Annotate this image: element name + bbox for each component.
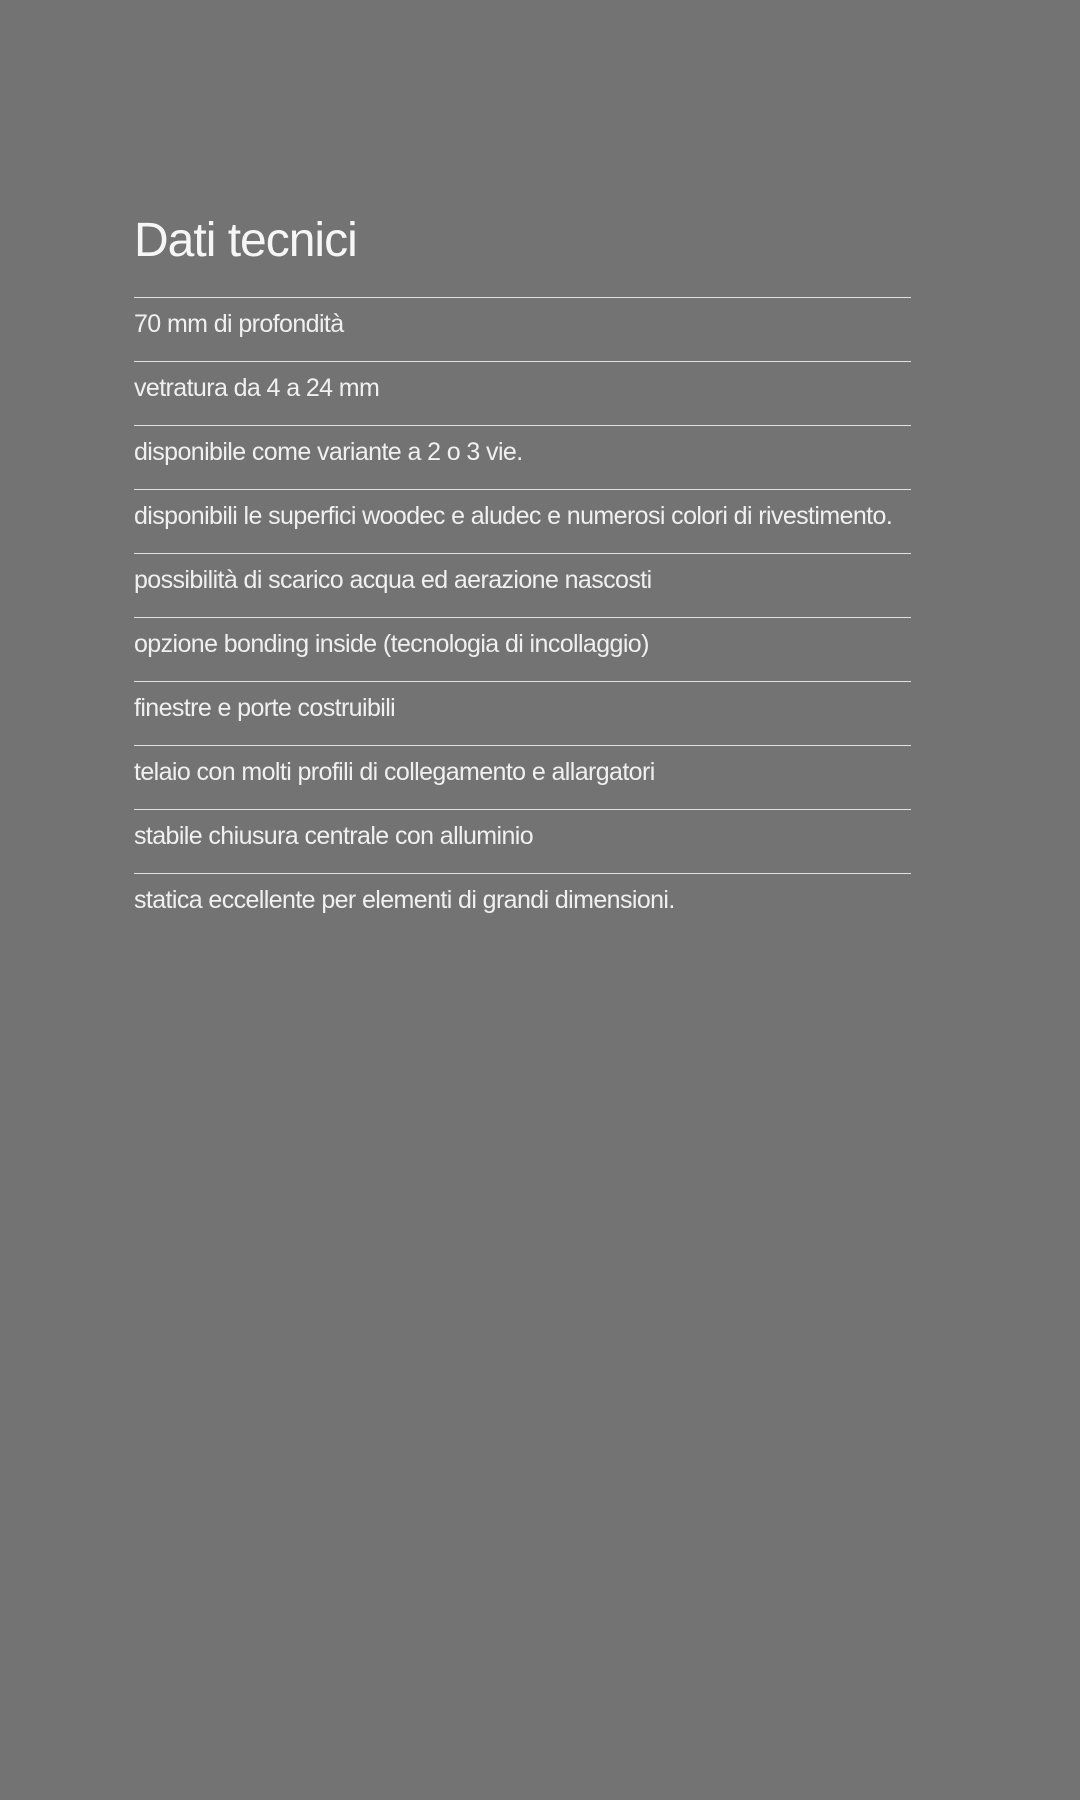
section-title: Dati tecnici xyxy=(134,212,911,298)
spec-item: possibilità di scarico acqua ed aerazione nascosti xyxy=(134,554,911,618)
spec-item: finestre e porte costruibili xyxy=(134,682,911,746)
technical-data-section xyxy=(134,212,911,937)
spec-item: telaio con molti profili di collegamento e allargatori xyxy=(134,746,911,810)
spec-item: disponibili le superfici woodec e aludec e numerosi colori di rivestimento. xyxy=(134,490,911,554)
spec-item: 70 mm di profondità xyxy=(134,298,911,362)
spec-item: stabile chiusura centrale con alluminio xyxy=(134,810,911,874)
spec-item: disponibile come variante a 2 o 3 vie. xyxy=(134,426,911,490)
spec-item: statica eccellente per elementi di grandi dimensioni. xyxy=(134,886,675,914)
spec-item: vetratura da 4 a 24 mm xyxy=(134,362,911,426)
specs-list xyxy=(134,298,911,937)
spec-item: opzione bonding inside (tecnologia di incollaggio) xyxy=(134,618,911,682)
